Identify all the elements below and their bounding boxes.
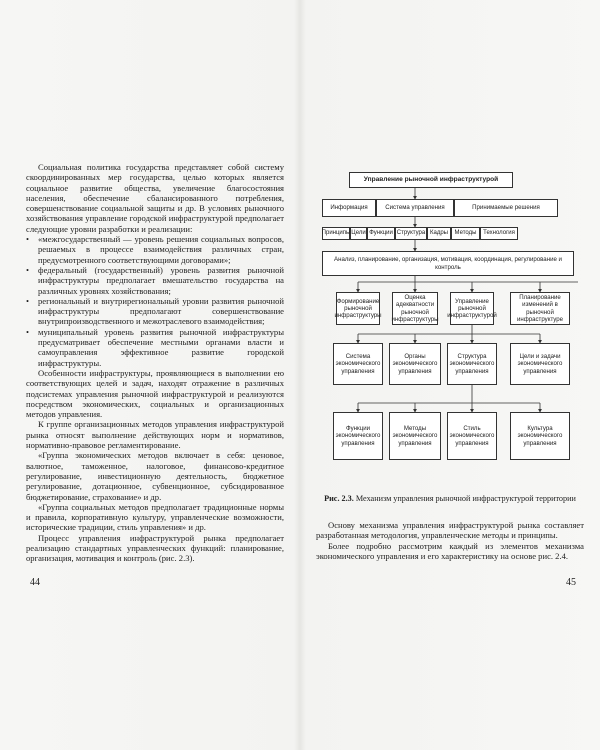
box-economic-methods: Методы экономического управления (389, 412, 441, 460)
right-page (300, 0, 600, 750)
paragraph-text: федеральный (государственный) уровень развития рыночной инфраструктуры предполагает вмешательство государства на различных уровнях хозяйствования; (38, 264, 284, 296)
left-page-text (26, 162, 284, 564)
box-change-planning: Планирование изменений в рыночной инфраструктуре (510, 292, 570, 325)
right-page-text (316, 520, 584, 561)
bullet-item (26, 296, 284, 327)
box-economic-system: Система экономического управления (333, 343, 383, 385)
paragraph-text: Социальная политика государства представляет собой систему скоординированных мер государства, целью которых является социальное развитие общества, увеличение благосостояния населения, обеспечение сбалансированного потребления, совершенствование социальной защиты и др. В условиях рыночного хозяйствования управление городской инфраструктурой предполагает следующие уровни разработки и реализации: (26, 162, 284, 234)
box-decisions: Принимаемые решения (454, 199, 558, 217)
bullet-mark: • (26, 264, 30, 275)
caption-label: Рис. 2.3. (324, 494, 354, 503)
box-economic-style: Стиль экономического управления (447, 412, 497, 460)
bullet-item (26, 265, 284, 296)
box-formation: Формирование рыночной инфраструктуры (336, 292, 380, 325)
right-paragraph-1: Основу механизма управления инфраструктурой рынка составляет разработанная методология, управленческие методы и принципы. (316, 520, 584, 541)
page-number-right: 45 (566, 577, 576, 588)
paragraph (26, 502, 284, 533)
paragraph-text: «Группа социальных методов предполагает традиционные нормы и правила, корпоративную культуру, управленческие возможности, исторические традиции, стиль управления» и др. (26, 501, 284, 533)
box-staff: Кадры (427, 227, 451, 240)
bullet-item (26, 234, 284, 265)
box-economic-culture: Культура экономического управления (510, 412, 570, 460)
paragraph (26, 419, 284, 450)
paragraph (26, 533, 284, 564)
box-management-system: Система управления (376, 199, 454, 217)
paragraph-text: региональный и внутрирегиональный уровни развития рыночной инфраструктуры предполагают совершенствование внутрипроизводственного и межотраслевого взаимодействия; (38, 295, 284, 327)
paragraph-text: муниципальный уровень развития рыночной инфраструктуры предусматривает обеспечение местными органами власти и самоуправления эффективное развитие городской инфраструктуры. (38, 326, 284, 368)
box-economic-goals: Цели и задачи экономического управления (510, 343, 570, 385)
paragraph-text: «межгосударственный — уровень решения социальных вопросов, решаемых в процессе взаимодействия различных стран, предусмотренного соответствующими договорами»; (38, 234, 284, 265)
paragraph-text: Процесс управления инфраструктурой рынка предполагает реализацию стандартных управленческих функций: планирование, организация, мотивация и контроль (рис. 2.3). (26, 532, 284, 564)
paragraph (26, 450, 284, 501)
diagram-title-box: Управление рыночной инфраструктурой (349, 172, 513, 188)
box-technology: Технология (480, 227, 518, 240)
box-goals: Цели (350, 227, 367, 240)
box-adequacy-assessment: Оценка адекватности рыночной инфраструктуры (392, 292, 438, 325)
box-functions: Функции (367, 227, 395, 240)
box-infrastructure-management: Управление рыночной инфраструктурой (450, 292, 494, 325)
page-number-left: 44 (30, 577, 40, 588)
box-methods: Методы (451, 227, 480, 240)
box-economic-bodies: Органы экономического управления (389, 343, 441, 385)
box-economic-functions: Функции экономического управления (333, 412, 383, 460)
mechanism-diagram (300, 0, 600, 520)
bullet-mark: • (26, 295, 30, 306)
bullet-mark: • (26, 326, 30, 337)
paragraph (26, 368, 284, 419)
box-principles: Принципы (322, 227, 350, 240)
paragraph-text: К группе организационных методов управления инфраструктурой рынка относят выполнение действующих норм и нормативов, нормативно-правовое регламентирование. (26, 419, 284, 451)
bullet-mark: • (26, 234, 30, 245)
box-information: Информация (322, 199, 376, 217)
bullet-item (26, 327, 284, 368)
box-structure: Структура (395, 227, 427, 240)
caption-text: Механизм управления рыночной инфраструктурой территории (355, 494, 576, 503)
right-paragraph-2: Более подробно рассмотрим каждый из элементов механизма экономического управления и его характеристику на основе рис. 2.4. (316, 540, 584, 561)
paragraph-text: «Группа экономических методов включает в себя: ценовое, валютное, таможенное, налоговое, финансово-кредитное регулирование, инвестиционную деятельность, бюджетное регулирование, дотационное, субвенционное, субсидированное бюджетирование, страхование» и др. (26, 450, 284, 502)
box-management-functions-list: Анализ, планирование, организация, мотивация, координация, регулирование и контроль (322, 251, 574, 276)
paragraph-text: Особенности инфраструктуры, проявляющиеся в выполнении ею соответствующих целей и задач, находят отражение в различных подсистемах управления рыночной инфраструктурой и реализуются посредством экономических, социальных и организационных методов управления. (26, 367, 284, 420)
figure-caption (316, 494, 584, 504)
box-economic-structure: Структура экономического управления (447, 343, 497, 385)
paragraph (26, 162, 284, 234)
